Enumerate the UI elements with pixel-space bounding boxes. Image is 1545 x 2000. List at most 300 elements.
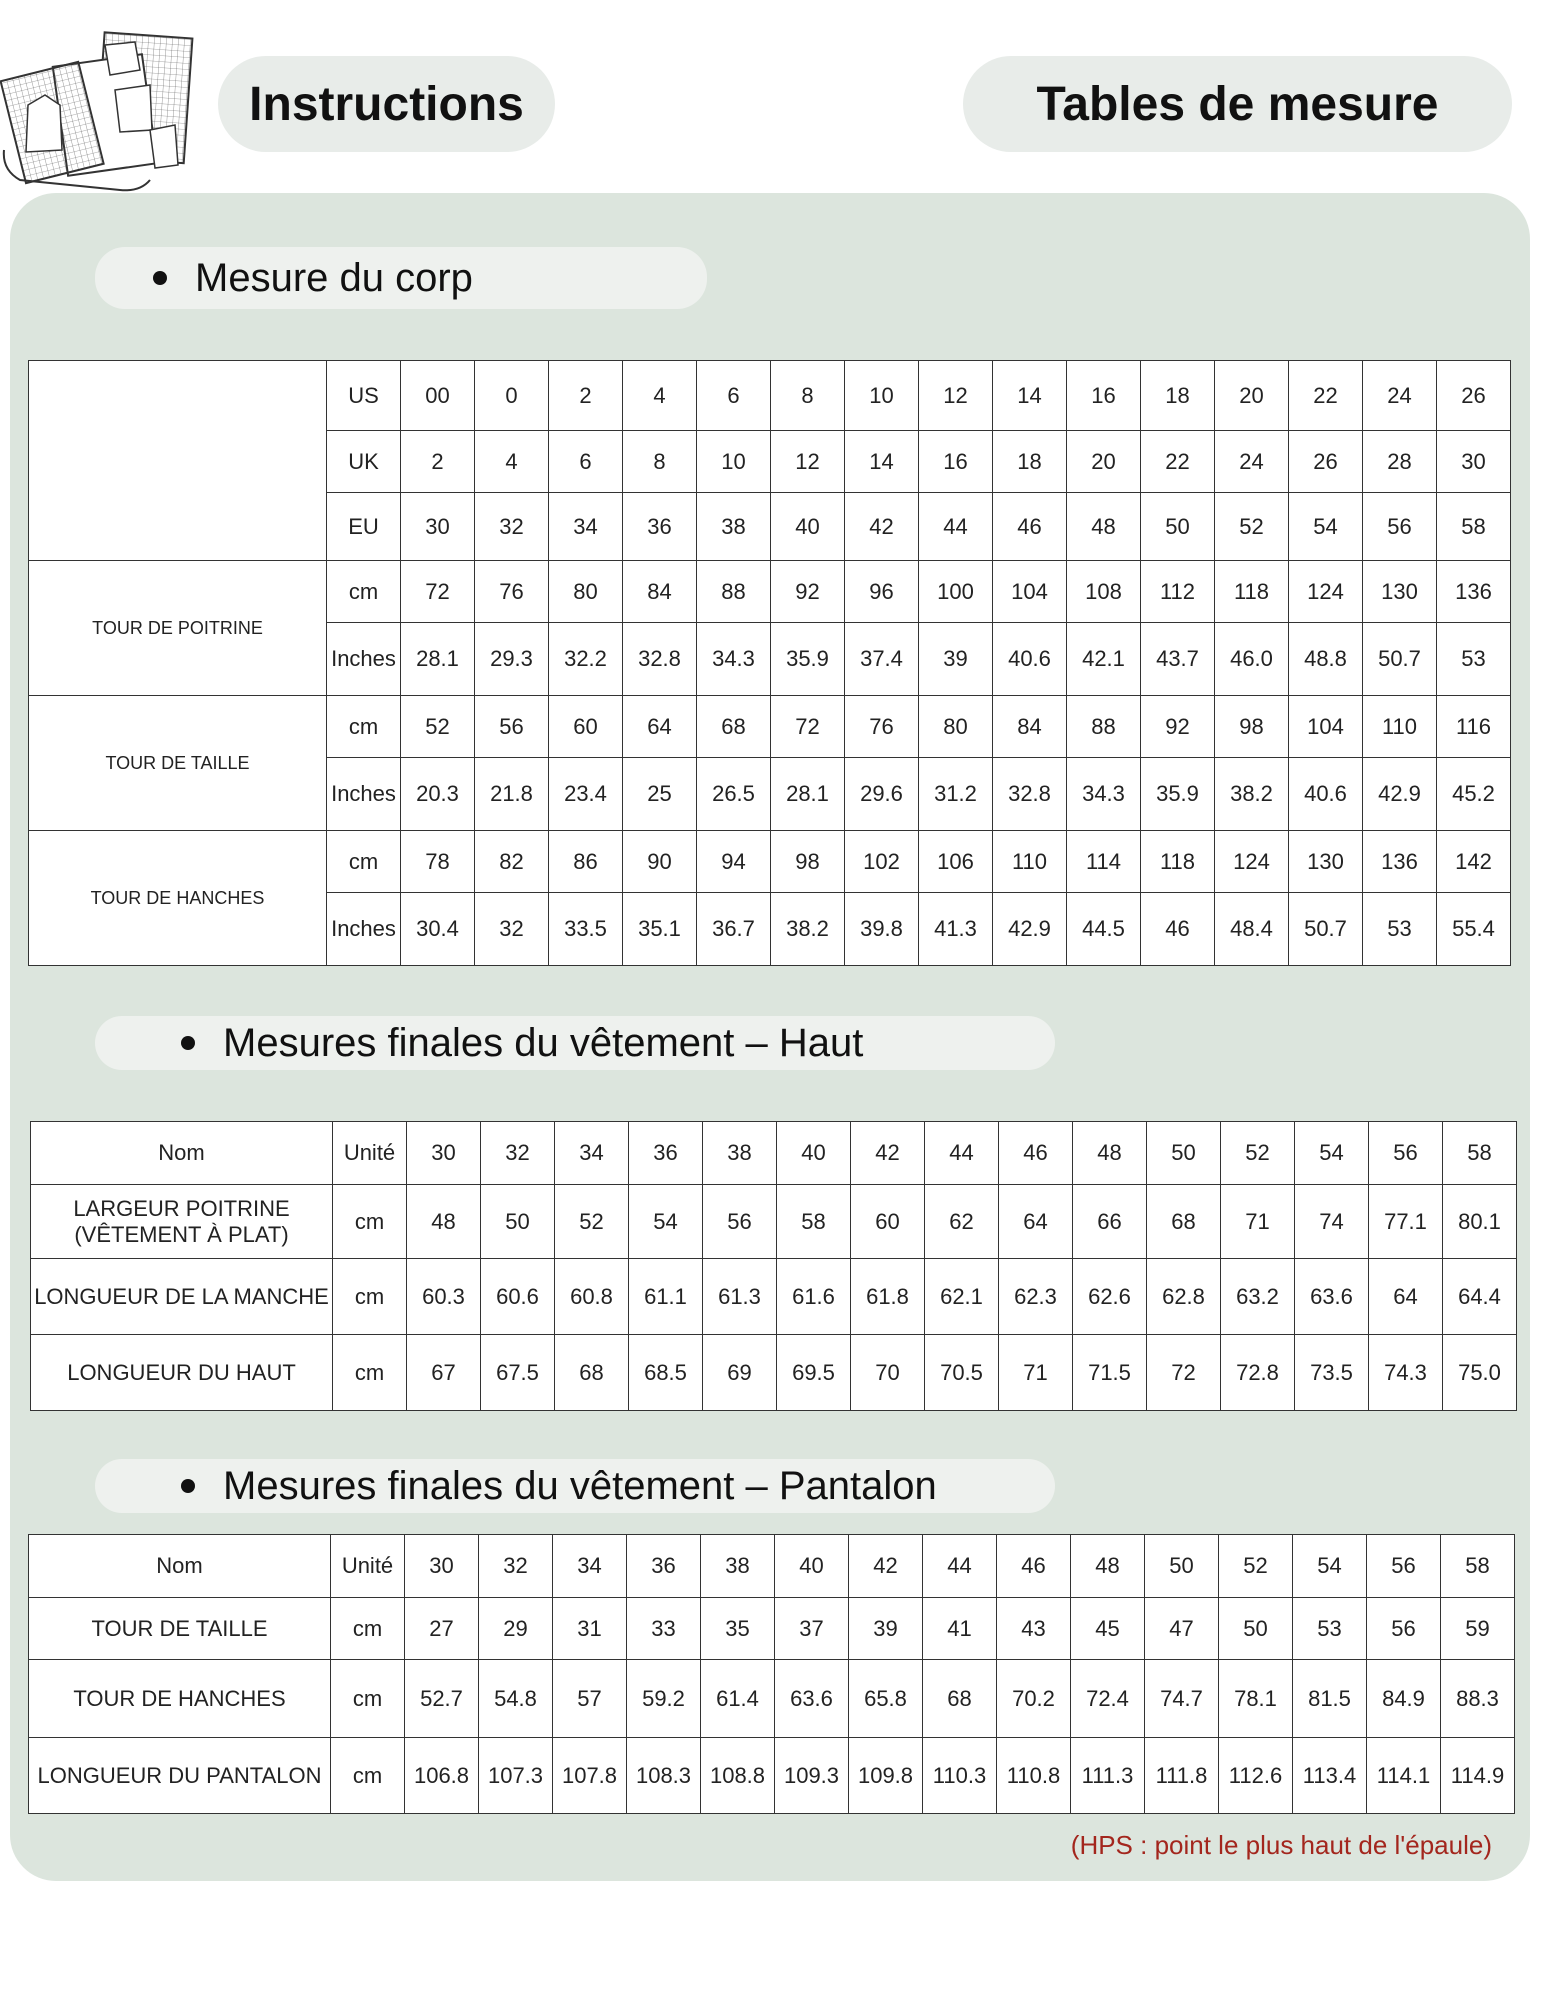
value-cell: 92 <box>771 561 845 623</box>
column-header-size: 56 <box>1367 1535 1441 1598</box>
size-system-label: US <box>327 361 401 431</box>
value-cell: 61.8 <box>851 1259 925 1335</box>
size-cell: 38 <box>697 493 771 561</box>
value-cell: 61.1 <box>629 1259 703 1335</box>
size-cell: 58 <box>1437 493 1511 561</box>
section-heading-corps <box>95 247 707 309</box>
bullet-icon <box>181 1479 195 1493</box>
value-cell: 54.8 <box>479 1660 553 1738</box>
value-cell: 94 <box>697 831 771 893</box>
column-header-size: 32 <box>479 1535 553 1598</box>
column-header-name: Nom <box>29 1535 331 1598</box>
value-cell: 114.1 <box>1367 1738 1441 1814</box>
column-header-size: 48 <box>1071 1535 1145 1598</box>
size-cell: 24 <box>1363 361 1437 431</box>
column-header-size: 42 <box>849 1535 923 1598</box>
value-cell: 109.8 <box>849 1738 923 1814</box>
value-cell: 48.8 <box>1289 623 1363 696</box>
value-cell: 71.5 <box>1073 1335 1147 1411</box>
size-cell: 44 <box>919 493 993 561</box>
value-cell: 40.6 <box>1289 758 1363 831</box>
value-cell: 56 <box>1367 1598 1441 1660</box>
value-cell: 72 <box>1147 1335 1221 1411</box>
unit-cell: cm <box>331 1738 405 1814</box>
measurement-name: TOUR DE HANCHES <box>29 831 327 966</box>
value-cell: 39.8 <box>845 893 919 966</box>
value-cell: 69 <box>703 1335 777 1411</box>
value-cell: 66 <box>1073 1185 1147 1259</box>
value-cell: 90 <box>623 831 697 893</box>
size-cell: 26 <box>1437 361 1511 431</box>
value-cell: 78.1 <box>1219 1660 1293 1738</box>
size-cell: 12 <box>919 361 993 431</box>
value-cell: 65.8 <box>849 1660 923 1738</box>
value-cell: 31.2 <box>919 758 993 831</box>
size-cell: 46 <box>993 493 1067 561</box>
value-cell: 45.2 <box>1437 758 1511 831</box>
column-header-size: 46 <box>999 1122 1073 1185</box>
value-cell: 88 <box>1067 696 1141 758</box>
unit-cell: Inches <box>327 893 401 966</box>
value-cell: 112 <box>1141 561 1215 623</box>
value-cell: 110 <box>993 831 1067 893</box>
size-cell: 32 <box>475 493 549 561</box>
unit-cell: cm <box>333 1185 407 1259</box>
value-cell: 20.3 <box>401 758 475 831</box>
size-cell: 34 <box>549 493 623 561</box>
value-cell: 25 <box>623 758 697 831</box>
top-garment-table <box>30 1121 1517 1411</box>
value-cell: 77.1 <box>1369 1185 1443 1259</box>
value-cell: 52.7 <box>405 1660 479 1738</box>
size-cell: 54 <box>1289 493 1363 561</box>
value-cell: 110.8 <box>997 1738 1071 1814</box>
size-cell: 22 <box>1289 361 1363 431</box>
value-cell: 111.8 <box>1145 1738 1219 1814</box>
column-header-size: 52 <box>1221 1122 1295 1185</box>
unit-cell: Inches <box>327 758 401 831</box>
value-cell: 45 <box>1071 1598 1145 1660</box>
value-cell: 72 <box>401 561 475 623</box>
size-cell: 48 <box>1067 493 1141 561</box>
measurement-row <box>31 1335 1517 1411</box>
value-cell: 62.6 <box>1073 1259 1147 1335</box>
column-header-size: 52 <box>1219 1535 1293 1598</box>
value-cell: 62.8 <box>1147 1259 1221 1335</box>
value-cell: 112.6 <box>1219 1738 1293 1814</box>
value-cell: 47 <box>1145 1598 1219 1660</box>
size-system-label: UK <box>327 431 401 493</box>
size-cell: 30 <box>401 493 475 561</box>
value-cell: 41.3 <box>919 893 993 966</box>
value-cell: 80 <box>919 696 993 758</box>
value-cell: 37.4 <box>845 623 919 696</box>
column-header-size: 38 <box>703 1122 777 1185</box>
value-cell: 64 <box>1369 1259 1443 1335</box>
header-row <box>31 1122 1517 1185</box>
value-cell: 70 <box>851 1335 925 1411</box>
size-cell: 8 <box>771 361 845 431</box>
value-cell: 50 <box>1219 1598 1293 1660</box>
value-cell: 110.3 <box>923 1738 997 1814</box>
value-cell: 109.3 <box>775 1738 849 1814</box>
size-cell: 18 <box>1141 361 1215 431</box>
measurement-row <box>29 831 1511 893</box>
unit-cell: Inches <box>327 623 401 696</box>
value-cell: 48.4 <box>1215 893 1289 966</box>
value-cell: 33 <box>627 1598 701 1660</box>
value-cell: 42.9 <box>1363 758 1437 831</box>
measurement-row <box>29 696 1511 758</box>
size-cell: 56 <box>1363 493 1437 561</box>
column-header-unit: Unité <box>331 1535 405 1598</box>
column-header-size: 40 <box>777 1122 851 1185</box>
value-cell: 60.6 <box>481 1259 555 1335</box>
value-cell: 68.5 <box>629 1335 703 1411</box>
size-cell: 12 <box>771 431 845 493</box>
value-cell: 46 <box>1141 893 1215 966</box>
unit-cell: cm <box>327 561 401 623</box>
value-cell: 116 <box>1437 696 1511 758</box>
trouser-garment-table <box>28 1534 1515 1814</box>
bullet-icon <box>181 1036 195 1050</box>
value-cell: 74.7 <box>1145 1660 1219 1738</box>
value-cell: 114 <box>1067 831 1141 893</box>
value-cell: 39 <box>919 623 993 696</box>
column-header-size: 58 <box>1443 1122 1517 1185</box>
value-cell: 62.1 <box>925 1259 999 1335</box>
value-cell: 56 <box>475 696 549 758</box>
column-header-size: 46 <box>997 1535 1071 1598</box>
value-cell: 37 <box>775 1598 849 1660</box>
value-cell: 52 <box>401 696 475 758</box>
size-cell: 24 <box>1215 431 1289 493</box>
column-header-size: 36 <box>629 1122 703 1185</box>
value-cell: 36.7 <box>697 893 771 966</box>
column-header-size: 50 <box>1145 1535 1219 1598</box>
size-cell: 14 <box>845 431 919 493</box>
value-cell: 35.9 <box>1141 758 1215 831</box>
value-cell: 32 <box>475 893 549 966</box>
value-cell: 68 <box>1147 1185 1221 1259</box>
size-cell: 18 <box>993 431 1067 493</box>
value-cell: 41 <box>923 1598 997 1660</box>
value-cell: 34.3 <box>697 623 771 696</box>
column-header-size: 58 <box>1441 1535 1515 1598</box>
value-cell: 63.2 <box>1221 1259 1295 1335</box>
value-cell: 60 <box>851 1185 925 1259</box>
section-title: Mesures finales du vêtement – Haut <box>223 1020 864 1065</box>
size-cell: 6 <box>549 431 623 493</box>
column-header-size: 32 <box>481 1122 555 1185</box>
value-cell: 118 <box>1141 831 1215 893</box>
blank-corner-cell <box>29 361 327 561</box>
value-cell: 68 <box>923 1660 997 1738</box>
size-cell: 52 <box>1215 493 1289 561</box>
column-header-size: 38 <box>701 1535 775 1598</box>
value-cell: 64 <box>999 1185 1073 1259</box>
column-header-size: 34 <box>555 1122 629 1185</box>
value-cell: 43.7 <box>1141 623 1215 696</box>
value-cell: 130 <box>1363 561 1437 623</box>
value-cell: 59 <box>1441 1598 1515 1660</box>
value-cell: 84 <box>623 561 697 623</box>
value-cell: 80.1 <box>1443 1185 1517 1259</box>
measurement-name: LONGUEUR DU PANTALON <box>29 1738 331 1814</box>
value-cell: 32.8 <box>993 758 1067 831</box>
value-cell: 102 <box>845 831 919 893</box>
value-cell: 46.0 <box>1215 623 1289 696</box>
value-cell: 50 <box>481 1185 555 1259</box>
value-cell: 72 <box>771 696 845 758</box>
value-cell: 72.4 <box>1071 1660 1145 1738</box>
value-cell: 48 <box>407 1185 481 1259</box>
size-cell: 40 <box>771 493 845 561</box>
measurement-name: TOUR DE POITRINE <box>29 561 327 696</box>
value-cell: 136 <box>1437 561 1511 623</box>
size-cell: 2 <box>549 361 623 431</box>
value-cell: 64.4 <box>1443 1259 1517 1335</box>
size-cell: 20 <box>1215 361 1289 431</box>
measurement-row <box>31 1185 1517 1259</box>
column-header-name: Nom <box>31 1122 333 1185</box>
value-cell: 58 <box>777 1185 851 1259</box>
value-cell: 40.6 <box>993 623 1067 696</box>
value-cell: 55.4 <box>1437 893 1511 966</box>
column-header-size: 34 <box>553 1535 627 1598</box>
value-cell: 84 <box>993 696 1067 758</box>
column-header-size: 42 <box>851 1122 925 1185</box>
column-header-size: 36 <box>627 1535 701 1598</box>
value-cell: 76 <box>845 696 919 758</box>
value-cell: 130 <box>1289 831 1363 893</box>
value-cell: 35.1 <box>623 893 697 966</box>
column-header-size: 56 <box>1369 1122 1443 1185</box>
value-cell: 62.3 <box>999 1259 1073 1335</box>
value-cell: 59.2 <box>627 1660 701 1738</box>
value-cell: 71 <box>999 1335 1073 1411</box>
unit-cell: cm <box>331 1598 405 1660</box>
value-cell: 71 <box>1221 1185 1295 1259</box>
column-header-size: 44 <box>923 1535 997 1598</box>
measurement-name: LARGEUR POITRINE (VÊTEMENT À PLAT) <box>31 1185 333 1259</box>
value-cell: 56 <box>703 1185 777 1259</box>
measurement-row <box>29 561 1511 623</box>
hps-note: (HPS : point le plus haut de l'épaule) <box>1070 1830 1492 1860</box>
value-cell: 23.4 <box>549 758 623 831</box>
value-cell: 96 <box>845 561 919 623</box>
size-cell: 2 <box>401 431 475 493</box>
value-cell: 107.8 <box>553 1738 627 1814</box>
value-cell: 61.3 <box>703 1259 777 1335</box>
value-cell: 67 <box>407 1335 481 1411</box>
value-cell: 42.9 <box>993 893 1067 966</box>
value-cell: 60 <box>549 696 623 758</box>
size-cell: 26 <box>1289 431 1363 493</box>
value-cell: 29.6 <box>845 758 919 831</box>
value-cell: 53 <box>1363 893 1437 966</box>
unit-cell: cm <box>333 1259 407 1335</box>
value-cell: 61.6 <box>777 1259 851 1335</box>
value-cell: 54 <box>629 1185 703 1259</box>
value-cell: 53 <box>1437 623 1511 696</box>
value-cell: 70.5 <box>925 1335 999 1411</box>
measurement-row <box>29 1598 1515 1660</box>
value-cell: 92 <box>1141 696 1215 758</box>
value-cell: 31 <box>553 1598 627 1660</box>
value-cell: 76 <box>475 561 549 623</box>
value-cell: 73.5 <box>1295 1335 1369 1411</box>
value-cell: 60.8 <box>555 1259 629 1335</box>
value-cell: 98 <box>771 831 845 893</box>
value-cell: 108.3 <box>627 1738 701 1814</box>
value-cell: 74 <box>1295 1185 1369 1259</box>
column-header-size: 44 <box>925 1122 999 1185</box>
size-cell: 22 <box>1141 431 1215 493</box>
size-cell: 10 <box>697 431 771 493</box>
value-cell: 50.7 <box>1363 623 1437 696</box>
unit-cell: cm <box>327 696 401 758</box>
value-cell: 136 <box>1363 831 1437 893</box>
value-cell: 27 <box>405 1598 479 1660</box>
size-system-label: EU <box>327 493 401 561</box>
value-cell: 38.2 <box>1215 758 1289 831</box>
value-cell: 60.3 <box>407 1259 481 1335</box>
value-cell: 68 <box>555 1335 629 1411</box>
header-row <box>29 1535 1515 1598</box>
value-cell: 108 <box>1067 561 1141 623</box>
value-cell: 75.0 <box>1443 1335 1517 1411</box>
unit-cell: cm <box>331 1660 405 1738</box>
value-cell: 70.2 <box>997 1660 1071 1738</box>
value-cell: 67.5 <box>481 1335 555 1411</box>
column-header-size: 54 <box>1295 1122 1369 1185</box>
value-cell: 81.5 <box>1293 1660 1367 1738</box>
size-cell: 42 <box>845 493 919 561</box>
size-cell: 16 <box>1067 361 1141 431</box>
value-cell: 78 <box>401 831 475 893</box>
measurement-row <box>31 1259 1517 1335</box>
size-cell: 6 <box>697 361 771 431</box>
value-cell: 104 <box>1289 696 1363 758</box>
value-cell: 28.1 <box>771 758 845 831</box>
value-cell: 88.3 <box>1441 1660 1515 1738</box>
size-cell: 36 <box>623 493 697 561</box>
value-cell: 39 <box>849 1598 923 1660</box>
size-cell: 4 <box>475 431 549 493</box>
tables-title: Tables de mesure <box>963 56 1512 152</box>
measurement-row <box>29 1660 1515 1738</box>
measurement-name: TOUR DE HANCHES <box>29 1660 331 1738</box>
value-cell: 84.9 <box>1367 1660 1441 1738</box>
value-cell: 74.3 <box>1369 1335 1443 1411</box>
measurement-name: LONGUEUR DU HAUT <box>31 1335 333 1411</box>
column-header-size: 54 <box>1293 1535 1367 1598</box>
value-cell: 86 <box>549 831 623 893</box>
value-cell: 64 <box>623 696 697 758</box>
unit-cell: cm <box>327 831 401 893</box>
value-cell: 104 <box>993 561 1067 623</box>
measurement-name: LONGUEUR DE LA MANCHE <box>31 1259 333 1335</box>
value-cell: 34.3 <box>1067 758 1141 831</box>
size-cell: 8 <box>623 431 697 493</box>
value-cell: 63.6 <box>1295 1259 1369 1335</box>
size-cell: 10 <box>845 361 919 431</box>
value-cell: 35 <box>701 1598 775 1660</box>
value-cell: 44.5 <box>1067 893 1141 966</box>
value-cell: 35.9 <box>771 623 845 696</box>
value-cell: 69.5 <box>777 1335 851 1411</box>
value-cell: 124 <box>1289 561 1363 623</box>
size-cell: 00 <box>401 361 475 431</box>
value-cell: 50.7 <box>1289 893 1363 966</box>
value-cell: 124 <box>1215 831 1289 893</box>
value-cell: 72.8 <box>1221 1335 1295 1411</box>
size-row <box>29 361 1511 431</box>
size-cell: 16 <box>919 431 993 493</box>
column-header-unit: Unité <box>333 1122 407 1185</box>
size-cell: 14 <box>993 361 1067 431</box>
column-header-size: 48 <box>1073 1122 1147 1185</box>
size-cell: 28 <box>1363 431 1437 493</box>
value-cell: 142 <box>1437 831 1511 893</box>
value-cell: 33.5 <box>549 893 623 966</box>
value-cell: 82 <box>475 831 549 893</box>
value-cell: 63.6 <box>775 1660 849 1738</box>
column-header-size: 40 <box>775 1535 849 1598</box>
value-cell: 80 <box>549 561 623 623</box>
measurement-row <box>29 1738 1515 1814</box>
section-heading-pantalon <box>95 1459 1055 1513</box>
value-cell: 62 <box>925 1185 999 1259</box>
value-cell: 114.9 <box>1441 1738 1515 1814</box>
value-cell: 38.2 <box>771 893 845 966</box>
size-cell: 20 <box>1067 431 1141 493</box>
unit-cell: cm <box>333 1335 407 1411</box>
value-cell: 21.8 <box>475 758 549 831</box>
value-cell: 26.5 <box>697 758 771 831</box>
value-cell: 43 <box>997 1598 1071 1660</box>
value-cell: 98 <box>1215 696 1289 758</box>
value-cell: 108.8 <box>701 1738 775 1814</box>
size-cell: 30 <box>1437 431 1511 493</box>
column-header-size: 30 <box>405 1535 479 1598</box>
instructions-title: Instructions <box>218 56 555 152</box>
value-cell: 29.3 <box>475 623 549 696</box>
section-title: Mesures finales du vêtement – Pantalon <box>223 1463 937 1508</box>
value-cell: 88 <box>697 561 771 623</box>
value-cell: 57 <box>553 1660 627 1738</box>
column-header-size: 30 <box>407 1122 481 1185</box>
value-cell: 106 <box>919 831 993 893</box>
value-cell: 100 <box>919 561 993 623</box>
value-cell: 107.3 <box>479 1738 553 1814</box>
size-cell: 0 <box>475 361 549 431</box>
value-cell: 30.4 <box>401 893 475 966</box>
measurement-name: TOUR DE TAILLE <box>29 696 327 831</box>
measurement-name: TOUR DE TAILLE <box>29 1598 331 1660</box>
value-cell: 42.1 <box>1067 623 1141 696</box>
value-cell: 53 <box>1293 1598 1367 1660</box>
value-cell: 106.8 <box>405 1738 479 1814</box>
size-cell: 4 <box>623 361 697 431</box>
value-cell: 111.3 <box>1071 1738 1145 1814</box>
value-cell: 61.4 <box>701 1660 775 1738</box>
section-title: Mesure du corp <box>195 255 473 300</box>
body-measurement-table <box>28 360 1511 966</box>
value-cell: 28.1 <box>401 623 475 696</box>
value-cell: 29 <box>479 1598 553 1660</box>
